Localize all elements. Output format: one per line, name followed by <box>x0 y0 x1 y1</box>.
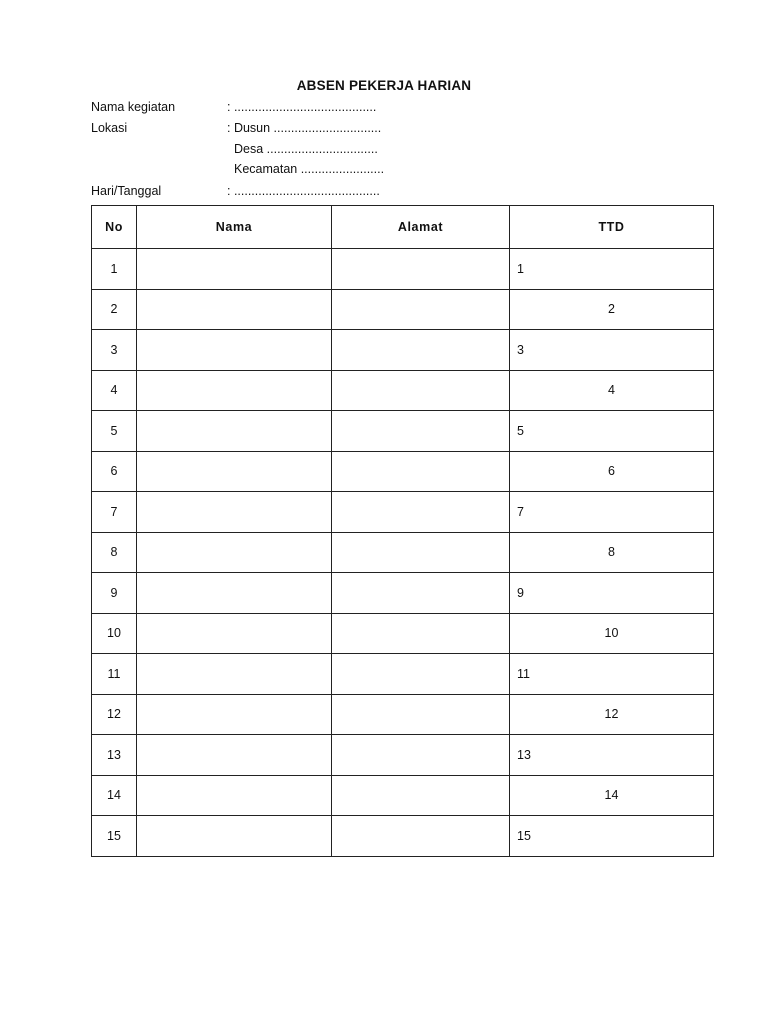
table-row <box>92 249 714 290</box>
nama-kegiatan-value[interactable]: : ......................................... <box>227 100 377 114</box>
row-nama-cell[interactable] <box>137 370 332 411</box>
row-alamat-cell[interactable] <box>332 816 510 857</box>
hari-tanggal-value[interactable]: : .......................................... <box>227 184 380 198</box>
table-row <box>92 492 714 533</box>
row-nama-cell[interactable] <box>137 775 332 816</box>
row-no: 11 <box>92 654 137 695</box>
row-no: 4 <box>92 370 137 411</box>
row-alamat-cell[interactable] <box>332 249 510 290</box>
row-alamat-cell[interactable] <box>332 573 510 614</box>
row-no: 15 <box>92 816 137 857</box>
row-ttd-cell[interactable]: 2 <box>510 289 714 330</box>
row-no: 3 <box>92 330 137 371</box>
table-row <box>92 775 714 816</box>
row-ttd-cell[interactable]: 14 <box>510 775 714 816</box>
row-no: 8 <box>92 532 137 573</box>
row-nama-cell[interactable] <box>137 654 332 695</box>
attendance-table <box>91 205 714 857</box>
row-no: 14 <box>92 775 137 816</box>
row-no: 12 <box>92 694 137 735</box>
row-no: 9 <box>92 573 137 614</box>
row-alamat-cell[interactable] <box>332 289 510 330</box>
row-alamat-cell[interactable] <box>332 451 510 492</box>
row-no: 2 <box>92 289 137 330</box>
kecamatan-value[interactable]: Kecamatan ........................ <box>234 162 385 176</box>
row-alamat-cell[interactable] <box>332 613 510 654</box>
row-alamat-cell[interactable] <box>332 492 510 533</box>
table-row <box>92 573 714 614</box>
row-alamat-cell[interactable] <box>332 330 510 371</box>
row-alamat-cell[interactable] <box>332 735 510 776</box>
row-alamat-cell[interactable] <box>332 370 510 411</box>
row-ttd-cell[interactable]: 15 <box>510 816 714 857</box>
header-nama: Nama <box>137 206 332 249</box>
header-no: No <box>92 206 137 249</box>
row-nama-cell[interactable] <box>137 573 332 614</box>
header-ttd: TTD <box>510 206 714 249</box>
row-no: 10 <box>92 613 137 654</box>
row-ttd-cell[interactable]: 13 <box>510 735 714 776</box>
row-ttd-cell[interactable]: 3 <box>510 330 714 371</box>
table-row <box>92 411 714 452</box>
row-ttd-cell[interactable]: 7 <box>510 492 714 533</box>
table-row <box>92 532 714 573</box>
row-no: 5 <box>92 411 137 452</box>
row-nama-cell[interactable] <box>137 735 332 776</box>
table-row <box>92 289 714 330</box>
dusun-value[interactable]: : Dusun ............................... <box>227 121 382 135</box>
row-alamat-cell[interactable] <box>332 654 510 695</box>
desa-value[interactable]: Desa ................................ <box>234 142 378 156</box>
row-ttd-cell[interactable]: 6 <box>510 451 714 492</box>
row-nama-cell[interactable] <box>137 451 332 492</box>
row-nama-cell[interactable] <box>137 249 332 290</box>
row-nama-cell[interactable] <box>137 816 332 857</box>
table-row <box>92 694 714 735</box>
row-nama-cell[interactable] <box>137 492 332 533</box>
row-no: 6 <box>92 451 137 492</box>
row-ttd-cell[interactable]: 4 <box>510 370 714 411</box>
row-alamat-cell[interactable] <box>332 411 510 452</box>
table-header-row <box>92 206 714 249</box>
row-ttd-cell[interactable]: 12 <box>510 694 714 735</box>
hari-tanggal-label: Hari/Tanggal <box>91 184 162 198</box>
lokasi-label: Lokasi <box>91 121 128 135</box>
table-row <box>92 816 714 857</box>
row-ttd-cell[interactable]: 8 <box>510 532 714 573</box>
row-ttd-cell[interactable]: 5 <box>510 411 714 452</box>
nama-kegiatan-label: Nama kegiatan <box>91 100 176 114</box>
row-nama-cell[interactable] <box>137 411 332 452</box>
row-alamat-cell[interactable] <box>332 694 510 735</box>
row-nama-cell[interactable] <box>137 330 332 371</box>
row-nama-cell[interactable] <box>137 694 332 735</box>
row-nama-cell[interactable] <box>137 613 332 654</box>
table-row <box>92 613 714 654</box>
row-ttd-cell[interactable]: 9 <box>510 573 714 614</box>
page-title: ABSEN PEKERJA HARIAN <box>296 78 472 93</box>
header-alamat: Alamat <box>332 206 510 249</box>
row-no: 1 <box>92 249 137 290</box>
row-alamat-cell[interactable] <box>332 532 510 573</box>
table-row <box>92 451 714 492</box>
row-ttd-cell[interactable]: 10 <box>510 613 714 654</box>
table-row <box>92 654 714 695</box>
row-nama-cell[interactable] <box>137 532 332 573</box>
row-nama-cell[interactable] <box>137 289 332 330</box>
row-no: 7 <box>92 492 137 533</box>
row-ttd-cell[interactable]: 11 <box>510 654 714 695</box>
table-row <box>92 330 714 371</box>
table-row <box>92 735 714 776</box>
row-alamat-cell[interactable] <box>332 775 510 816</box>
row-ttd-cell[interactable]: 1 <box>510 249 714 290</box>
row-no: 13 <box>92 735 137 776</box>
table-row <box>92 370 714 411</box>
